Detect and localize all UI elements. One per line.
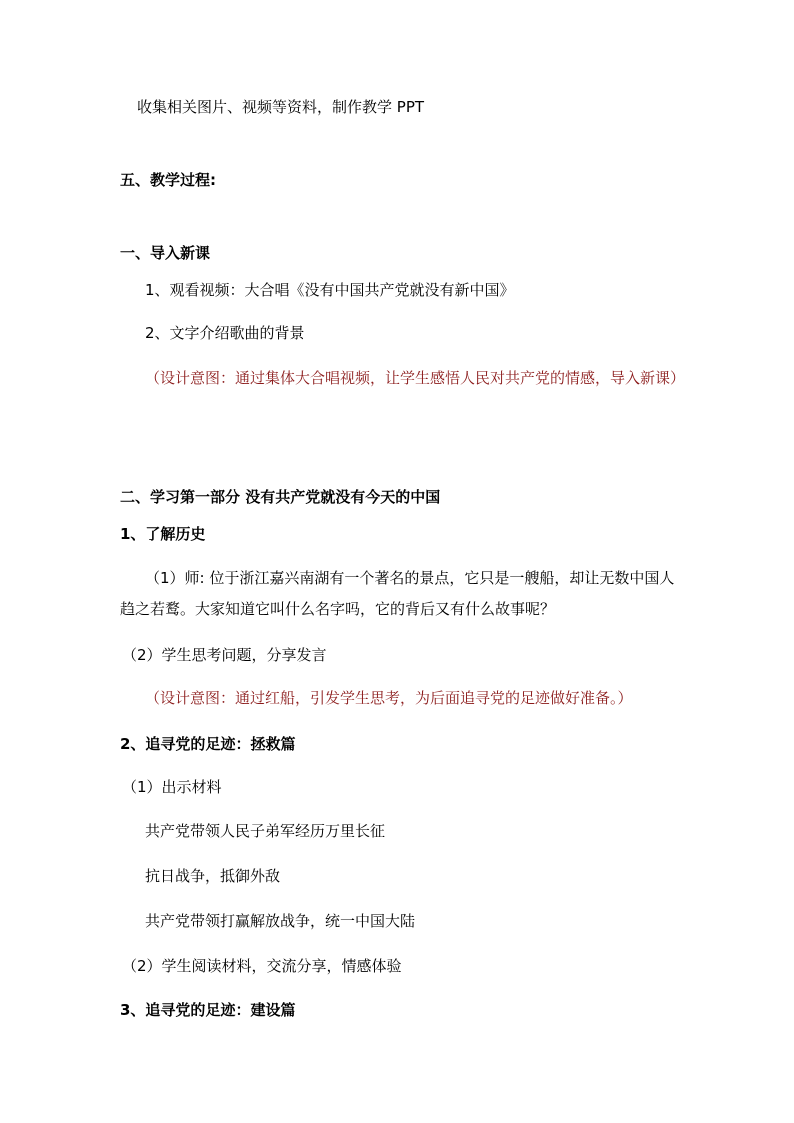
material-3: 共产党带领打赢解放战争，统一中国大陆	[145, 912, 416, 930]
material-1: 共产党带领人民子弟军经历万里长征	[145, 822, 386, 840]
sub2-title: 2、追寻党的足迹：拯救篇	[120, 735, 296, 753]
sub1-item2: （2）学生思考问题，分享发言	[122, 646, 327, 664]
sub1-title: 1、了解历史	[120, 525, 206, 543]
part1-item1: 1、观看视频：大合唱《没有中国共产党就没有新中国》	[145, 281, 515, 299]
sub2-item1: （1）出示材料	[122, 778, 222, 796]
prep-text: 收集相关图片、视频等资料，制作教学 PPT	[137, 98, 425, 116]
part2-title: 二、学习第一部分 没有共产党就没有今天的中国	[120, 488, 441, 506]
part1-title: 一、导入新课	[120, 244, 211, 262]
part1-item2: 2、文字介绍歌曲的背景	[145, 324, 305, 342]
sub3-title: 3、追寻党的足迹：建设篇	[120, 1001, 296, 1019]
part1-design-note: （设计意图：通过集体大合唱视频，让学生感悟人民对共产党的情感，导入新课）	[145, 369, 686, 387]
sub2-item2: （2）学生阅读材料，交流分享，情感体验	[122, 957, 402, 975]
sub1-item1: （1）师: 位于浙江嘉兴南湖有一个著名的景点，它只是一艘船，却让无数中国人趋之若鹜。大家知道它叫什么名字吗，它的背后又有什么故事呢？	[120, 569, 675, 618]
material-2: 抗日战争，抵御外敌	[145, 867, 281, 885]
sub1-design-note: （设计意图：通过红船，引发学生思考，为后面追寻党的足迹做好准备。）	[145, 689, 633, 707]
section5-title: 五、教学过程:	[120, 171, 216, 189]
